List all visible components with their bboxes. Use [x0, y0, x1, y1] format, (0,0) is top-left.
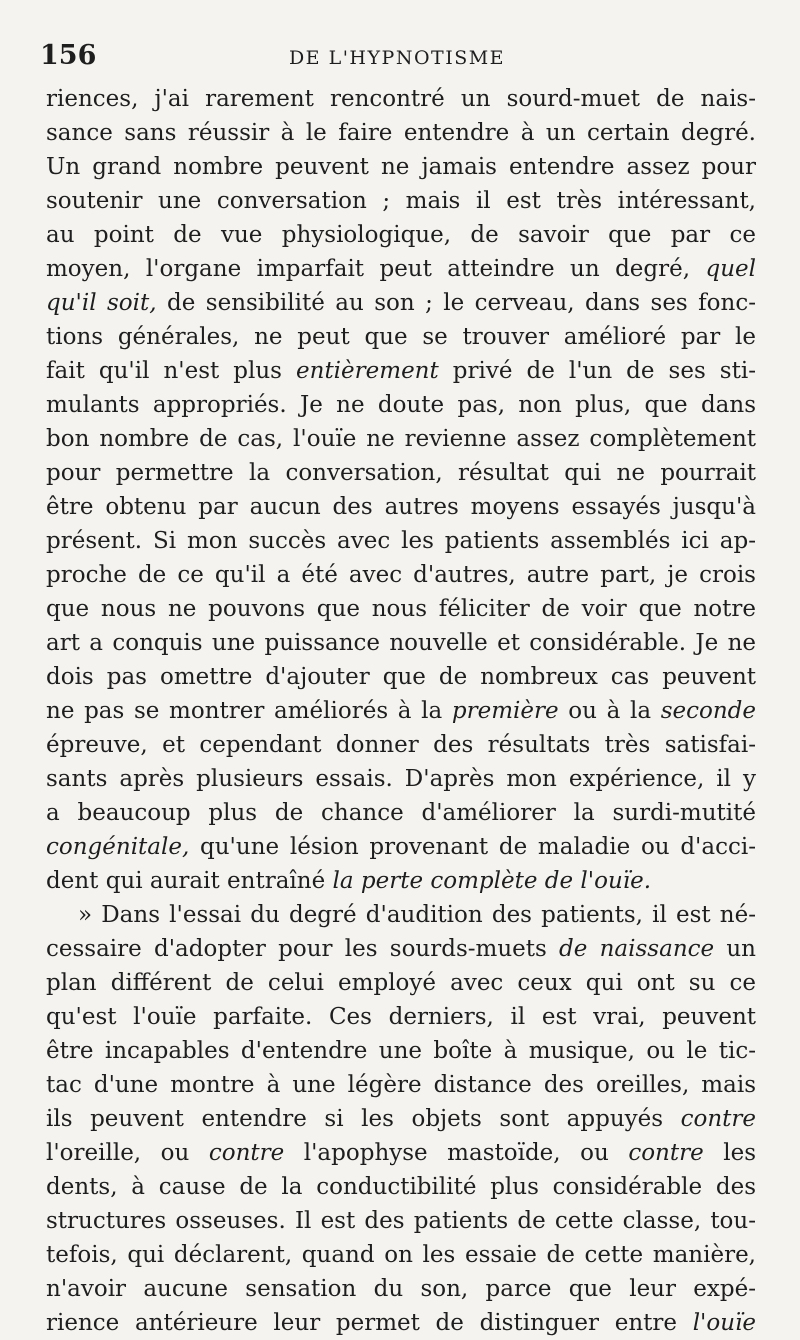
text-run: qu'une lésion provenant de maladie ou d'acci-: [189, 834, 756, 860]
text-line: [46, 932, 756, 966]
text-line: [46, 286, 756, 320]
text-run: rience antérieure leur permet de distinguer entre: [46, 1310, 693, 1336]
text-line: [46, 660, 756, 694]
text-line: [46, 1068, 756, 1102]
text-line: [46, 422, 756, 456]
italic-text: entièrement: [296, 358, 439, 384]
text-line: [46, 1034, 756, 1068]
text-run: soutenir une conversation ; mais il est très intéressant,: [46, 188, 756, 214]
running-head: DE L'HYPNOTISME: [288, 47, 506, 69]
text-run: proche de ce qu'il a été avec d'autres, autre part, je crois: [46, 562, 756, 588]
text-run: au point de vue physiologique, de savoir que par ce: [46, 222, 756, 248]
text-run: que nous ne pouvons que nous féliciter de voir que notre: [46, 596, 756, 622]
italic-text: congénitale,: [46, 834, 190, 860]
text-run: dents, à cause de la conductibilité plus considérable des: [46, 1174, 756, 1200]
italic-text: contre: [208, 1140, 285, 1166]
italic-text: quel: [705, 256, 756, 282]
text-run: épreuve, et cependant donner des résultats très satisfai-: [46, 732, 756, 758]
text-line: [46, 558, 756, 592]
body-text: [46, 82, 756, 1340]
text-line: [46, 252, 756, 286]
text-line: [46, 592, 756, 626]
text-line: [46, 184, 756, 218]
text-run: présent. Si mon succès avec les patients assemblés ici ap-: [46, 528, 756, 554]
italic-text: de naissance: [559, 936, 715, 962]
text-run: structures osseuses. Il est des patients de cette classe, tou-: [46, 1208, 756, 1234]
text-run: un: [714, 936, 756, 962]
text-line: [46, 1272, 756, 1306]
text-run: fait qu'il n'est plus: [46, 358, 297, 384]
text-line: [46, 116, 756, 150]
text-line: [46, 728, 756, 762]
text-run: être obtenu par aucun des autres moyens essayés jusqu'à: [46, 494, 756, 520]
italic-text: la perte complète de l'ouïe.: [332, 868, 652, 894]
text-line: [46, 524, 756, 558]
page-number: 156: [40, 40, 97, 71]
text-line: [46, 1136, 756, 1170]
text-run: Un grand nombre peuvent ne jamais entendre assez pour: [46, 154, 756, 180]
text-run: riences, j'ai rarement rencontré un sourd-muet de nais-: [46, 86, 756, 112]
text-run: » Dans l'essai du degré d'audition des patients, il est né-: [78, 902, 756, 928]
text-run: ils peuvent entendre si les objets sont appuyés: [46, 1106, 681, 1132]
italic-text: contre: [628, 1140, 704, 1166]
text-run: dent qui aurait entraîné: [46, 868, 333, 894]
text-line: [46, 762, 756, 796]
text-run: bon nombre de cas, l'ouïe ne revienne assez complètement: [46, 426, 756, 452]
text-line: [46, 830, 756, 864]
text-run: cessaire d'adopter pour les sourds-muets: [46, 936, 560, 962]
text-run: être incapables d'entendre une boîte à musique, ou le tic-: [46, 1038, 756, 1064]
text-line: [46, 1204, 756, 1238]
text-run: sants après plusieurs essais. D'après mon expérience, il y: [46, 766, 756, 792]
text-line: [46, 1000, 756, 1034]
text-line: [46, 1102, 756, 1136]
italic-text: l'ouïe: [692, 1310, 756, 1336]
text-line: [46, 966, 756, 1000]
text-line: [46, 1170, 756, 1204]
text-run: dois pas omettre d'ajouter que de nombreux cas peuvent: [46, 664, 756, 690]
text-run: les: [703, 1140, 756, 1166]
text-line: [46, 320, 756, 354]
text-run: art a conquis une puissance nouvelle et considérable. Je ne: [46, 630, 756, 656]
text-line: [46, 150, 756, 184]
text-run: a beaucoup plus de chance d'améliorer la surdi-mutité: [46, 800, 756, 826]
text-run: l'apophyse mastoïde, ou: [284, 1140, 629, 1166]
text-line: [46, 1306, 756, 1340]
text-run: mulants appropriés. Je ne doute pas, non plus, que dans: [46, 392, 756, 418]
italic-text: seconde: [660, 698, 756, 724]
text-line: [46, 218, 756, 252]
text-run: moyen, l'organe imparfait peut atteindre un degré,: [46, 256, 706, 282]
text-line: [46, 796, 756, 830]
text-run: ou à la: [558, 698, 661, 724]
text-line: [46, 388, 756, 422]
text-line: [46, 456, 756, 490]
page-header: [40, 38, 754, 74]
text-line: [46, 490, 756, 524]
text-line: [46, 626, 756, 660]
text-line: [46, 694, 756, 728]
text-run: l'oreille, ou: [46, 1140, 209, 1166]
text-run: sance sans réussir à le faire entendre à un certain degré.: [46, 120, 756, 146]
text-run: de sensibilité au son ; le cerveau, dans ses fonc-: [156, 290, 756, 316]
text-run: tefois, qui déclarent, quand on les essaie de cette manière,: [46, 1242, 756, 1268]
italic-text: qu'il soit,: [46, 290, 157, 316]
text-run: ne pas se montrer améliorés à la: [46, 698, 452, 724]
italic-text: contre: [680, 1106, 756, 1132]
italic-text: première: [451, 698, 559, 724]
text-run: tions générales, ne peut que se trouver amélioré par le: [46, 324, 756, 350]
text-run: pour permettre la conversation, résultat qui ne pourrait: [46, 460, 756, 486]
text-run: plan différent de celui employé avec ceux qui ont su ce: [46, 970, 756, 996]
text-line: [46, 1238, 756, 1272]
text-line: [46, 898, 756, 932]
text-line: [46, 354, 756, 388]
text-run: privé de l'un de ses sti-: [438, 358, 756, 384]
text-run: tac d'une montre à une légère distance des oreilles, mais: [46, 1072, 756, 1098]
text-run: qu'est l'ouïe parfaite. Ces derniers, il est vrai, peuvent: [46, 1004, 756, 1030]
text-run: n'avoir aucune sensation du son, parce que leur expé-: [46, 1276, 756, 1302]
text-line: [46, 82, 756, 116]
text-line: [46, 864, 756, 898]
